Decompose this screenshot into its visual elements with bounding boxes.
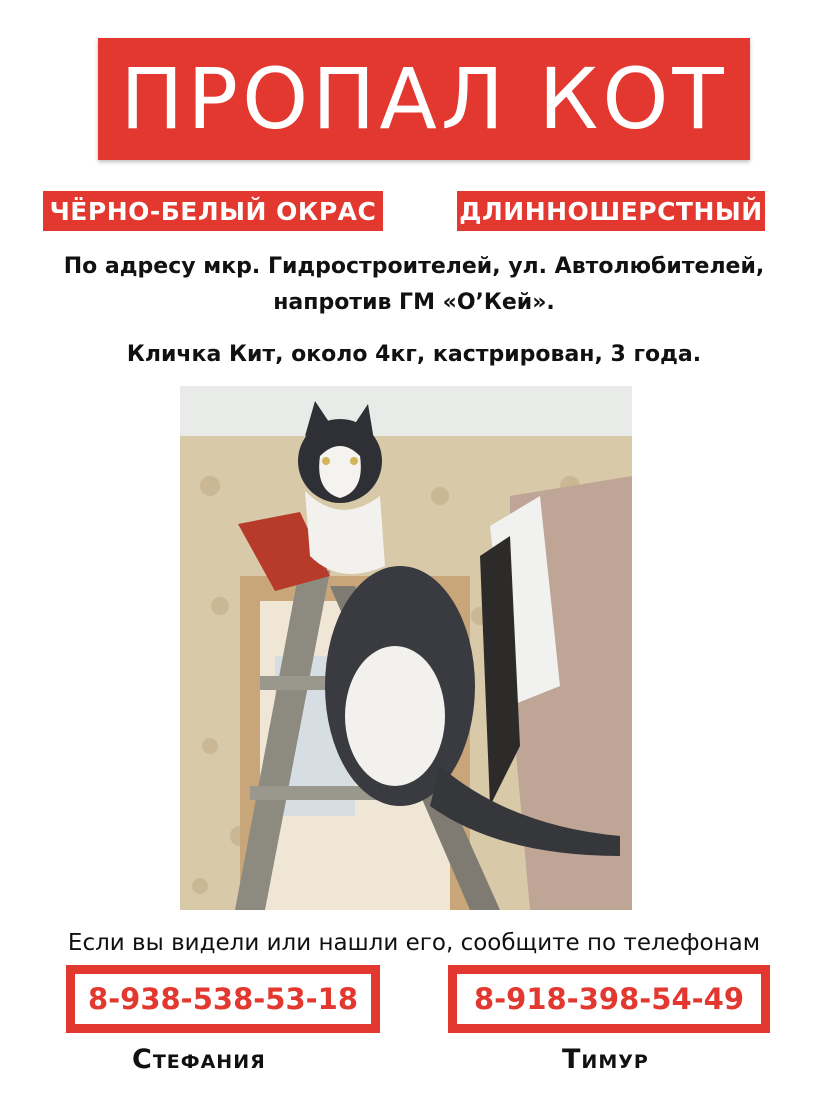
- cat-photo-illustration: [180, 386, 632, 910]
- page-title: ПРОПАЛ КОТ: [120, 50, 728, 148]
- cat-photo: [180, 386, 632, 910]
- phone-box-1: [66, 965, 380, 1033]
- address-line-1: По адресу мкр. Гидростроителей, ул. Автолюбителей,: [63, 254, 765, 279]
- color-tag: ЧЁРНО-БЕЛЫЙ ОКРАС: [43, 191, 383, 231]
- phone-box-2: [448, 965, 770, 1033]
- contact-name-2: Тимур: [562, 1044, 649, 1075]
- address-line-2: напротив ГМ «О’Кей».: [273, 290, 555, 315]
- phone-number-1[interactable]: 8-938-538-53-18: [75, 974, 371, 1024]
- phone-number-2[interactable]: 8-918-398-54-49: [457, 974, 761, 1024]
- contact-prompt: Если вы видели или нашли его, сообщите по телефонам: [67, 930, 761, 956]
- cat-details: Кличка Кит, около 4кг, кастрирован, 3 года.: [126, 342, 702, 367]
- contact-name-1: Стефания: [132, 1044, 266, 1075]
- fur-tag: ДЛИННОШЕРСТНЫЙ: [457, 191, 765, 231]
- title-banner: [98, 38, 750, 160]
